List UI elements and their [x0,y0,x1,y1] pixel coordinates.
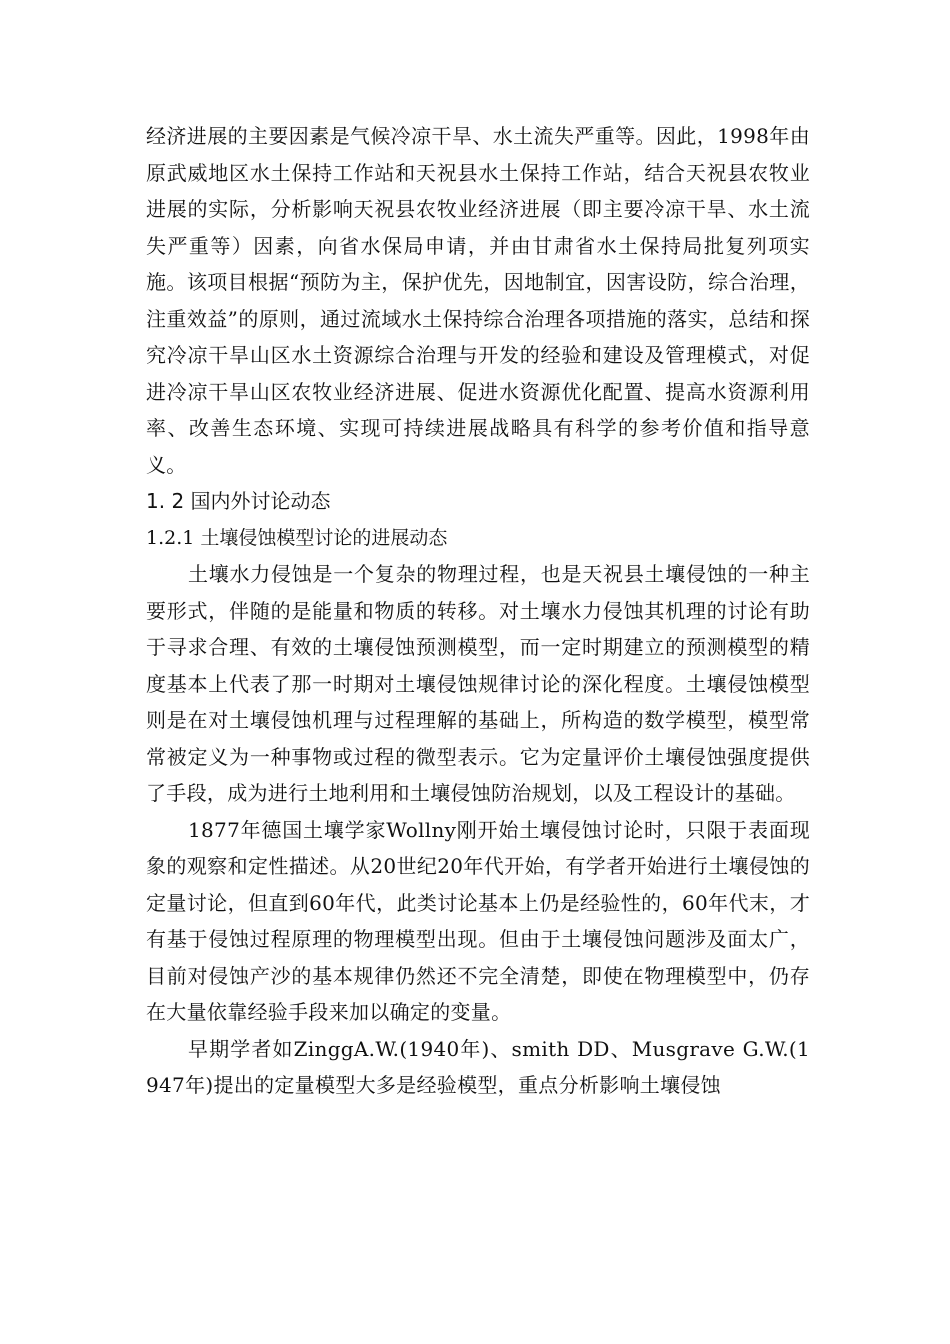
document-body [146,118,810,1104]
body-paragraph-erosion-process: 土壤水力侵蚀是一个复杂的物理过程，也是天祝县土壤侵蚀的一种主要形式，伴随的是能量和物质的转移。对土壤水力侵蚀其机理的讨论有助于寻求合理、有效的土壤侵蚀预测模型，而一定时期建立的预测模型的精度基本上代表了那一时期对土壤侵蚀规律讨论的深化程度。土壤侵蚀模型则是在对土壤侵蚀机理与过程理解的基础上，所构造的数学模型，模型常常被定义为一种事物或过程的微型表示。它为定量评价土壤侵蚀强度提供了手段，成为进行土地利用和土壤侵蚀防治规划，以及工程设计的基础。 [146,562,810,805]
subsection-heading: 1.2.1 土壤侵蚀模型讨论的进展动态 [146,526,448,549]
body-paragraph-intro: 经济进展的主要因素是气候冷凉干旱、水土流失严重等。因此，1998年由原武威地区水土保持工作站和天祝县水土保持工作站，结合天祝县农牧业进展的实际，分析影响天祝县农牧业经济进展（即主要冷凉干旱、水土流失严重等）因素，向省水保局申请，并由甘肃省水土保持局批复列项实施。该项目根据“预防为主，保护优先，因地制宜，因害设防，综合治理，注重效益”的原则，通过流域水土保持综合治理各项措施的落实，总结和探究冷凉干旱山区水土资源综合治理与开发的经验和建设及管理模式，对促进冷凉干旱山区农牧业经济进展、促进水资源优化配置、提高水资源利用率、改善生态环境、实现可持续进展战略具有科学的参考价值和指导意义。 [146,124,810,477]
section-heading: 1. 2 国内外讨论动态 [146,489,331,513]
body-paragraph-early-models: 早期学者如ZinggA.W.(1940年)、smith DD、Musgrave G.W.(1947年)提出的定量模型大多是经验模型，重点分析影响土壤侵蚀 [146,1036,810,1097]
body-paragraph-history: 1877年德国土壤学家Wollny刚开始土壤侵蚀讨论时，只限于表面现象的观察和定性描述。从20世纪20年代开始，有学者开始进行土壤侵蚀的定量讨论，但直到60年代，此类讨论基本上仍是经验性的，60年代末，才有基于侵蚀过程原理的物理模型出现。但由于土壤侵蚀问题涉及面太广，目前对侵蚀产沙的基本规律仍然还不完全清楚，即使在物理模型中，仍存在大量依靠经验手段来加以确定的变量。 [146,817,810,1024]
